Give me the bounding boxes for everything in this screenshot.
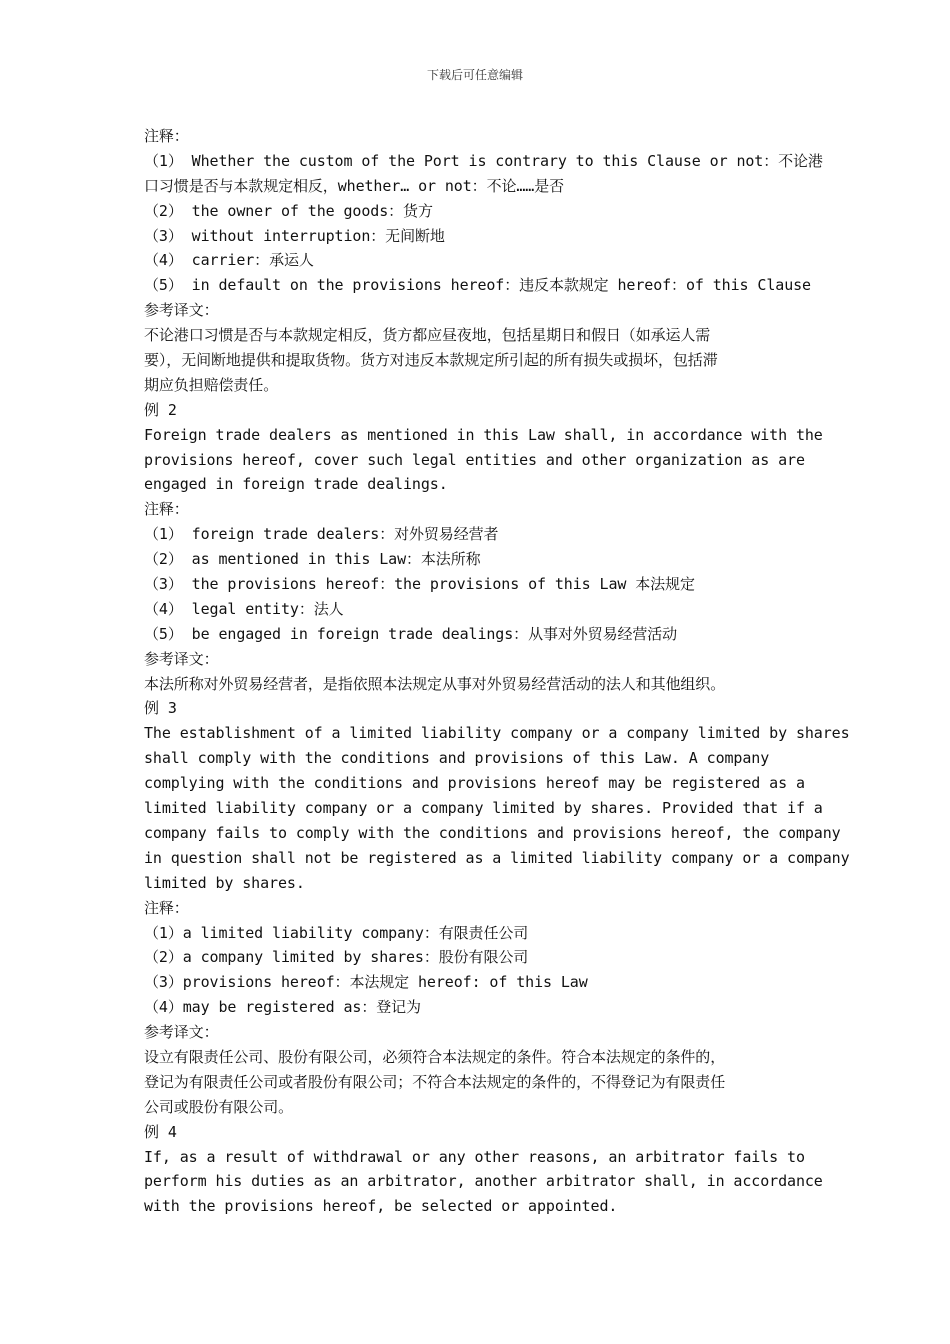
text-line: 例 4 bbox=[144, 1122, 177, 1141]
text-line: in question shall not be registered as a limited liability company or a company bbox=[144, 848, 850, 867]
text-line: （3）provisions hereof：本法规定 hereof: of this Law bbox=[144, 973, 588, 992]
text-line: limited by shares. bbox=[144, 873, 305, 892]
text-line: （4）may be registered as：登记为 bbox=[144, 998, 421, 1017]
text-line: 登记为有限责任公司或者股份有限公司；不符合本法规定的条件的，不得登记为有限责任 bbox=[144, 1072, 726, 1091]
text-line: （1） Whether the custom of the Port is contrary to this Clause or not：不论港 bbox=[144, 151, 823, 170]
text-line: 例 2 bbox=[144, 400, 177, 419]
text-line: limited liability company or a company limited by shares. Provided that if a bbox=[144, 799, 823, 818]
text-line: 不论港口习惯是否与本款规定相反，货方都应昼夜地，包括星期日和假日（如承运人需 bbox=[144, 326, 711, 345]
text-line: provisions hereof, cover such legal entities and other organization as are bbox=[144, 450, 805, 469]
text-line: （2） as mentioned in this Law：本法所称 bbox=[144, 550, 481, 569]
text-line: complying with the conditions and provisions hereof may be registered as a bbox=[144, 774, 805, 793]
text-line: The establishment of a limited liability company or a company limited by shares bbox=[144, 724, 850, 743]
text-line: （4） carrier：承运人 bbox=[144, 251, 314, 270]
text-line: 参考译文： bbox=[144, 649, 219, 668]
text-line: with the provisions hereof, be selected or appointed. bbox=[144, 1197, 618, 1216]
text-line: （5） be engaged in foreign trade dealings：从事对外贸易经营活动 bbox=[144, 624, 678, 643]
text-line: （1）a limited liability company：有限责任公司 bbox=[144, 923, 529, 942]
text-line: 注释： bbox=[144, 500, 189, 519]
text-line: （3） the provisions hereof：the provisions of this Law 本法规定 bbox=[144, 575, 695, 594]
text-line: 注释： bbox=[144, 898, 189, 917]
text-line: （3） without interruption：无间断地 bbox=[144, 226, 445, 245]
text-line: （5） in default on the provisions hereof：违反本款规定 hereof：of this Clause bbox=[144, 276, 811, 295]
text-line: perform his duties as an arbitrator, another arbitrator shall, in accordance bbox=[144, 1172, 823, 1191]
text-line: （1） foreign trade dealers：对外贸易经营者 bbox=[144, 525, 499, 544]
page-header: 下载后可任意编辑 bbox=[426, 68, 523, 82]
text-line: 口习惯是否与本款规定相反，whether… or not：不论……是否 bbox=[144, 176, 565, 195]
text-line: 要），无间断地提供和提取货物。货方对违反本款规定所引起的所有损失或损坏，包括滞 bbox=[144, 351, 718, 370]
text-line: （2） the owner of the goods：货方 bbox=[144, 201, 433, 220]
text-line: （4） legal entity：法人 bbox=[144, 599, 344, 618]
text-line: shall comply with the conditions and provisions of this Law. A company bbox=[144, 749, 770, 768]
text-line: 例 3 bbox=[144, 699, 177, 718]
text-line: 公司或股份有限公司。 bbox=[144, 1097, 294, 1116]
text-line: 参考译文： bbox=[144, 1023, 219, 1042]
document-body bbox=[144, 124, 850, 1219]
text-line: 期应负担赔偿责任。 bbox=[144, 375, 279, 394]
text-line: 注释： bbox=[144, 127, 189, 145]
text-line: Foreign trade dealers as mentioned in this Law shall, in accordance with the bbox=[144, 425, 823, 444]
text-line: If, as a result of withdrawal or any other reasons, an arbitrator fails to bbox=[144, 1147, 805, 1166]
text-line: company fails to comply with the conditions and provisions hereof, the company bbox=[144, 823, 841, 842]
text-line: 设立有限责任公司、股份有限公司，必须符合本法规定的条件。符合本法规定的条件的， bbox=[144, 1047, 726, 1066]
text-line: engaged in foreign trade dealings. bbox=[144, 475, 448, 494]
text-line: 参考译文： bbox=[144, 301, 219, 320]
text-line: （2）a company limited by shares：股份有限公司 bbox=[144, 948, 529, 967]
text-line: 本法所称对外贸易经营者，是指依照本法规定从事对外贸易经营活动的法人和其他组织。 bbox=[144, 674, 726, 693]
